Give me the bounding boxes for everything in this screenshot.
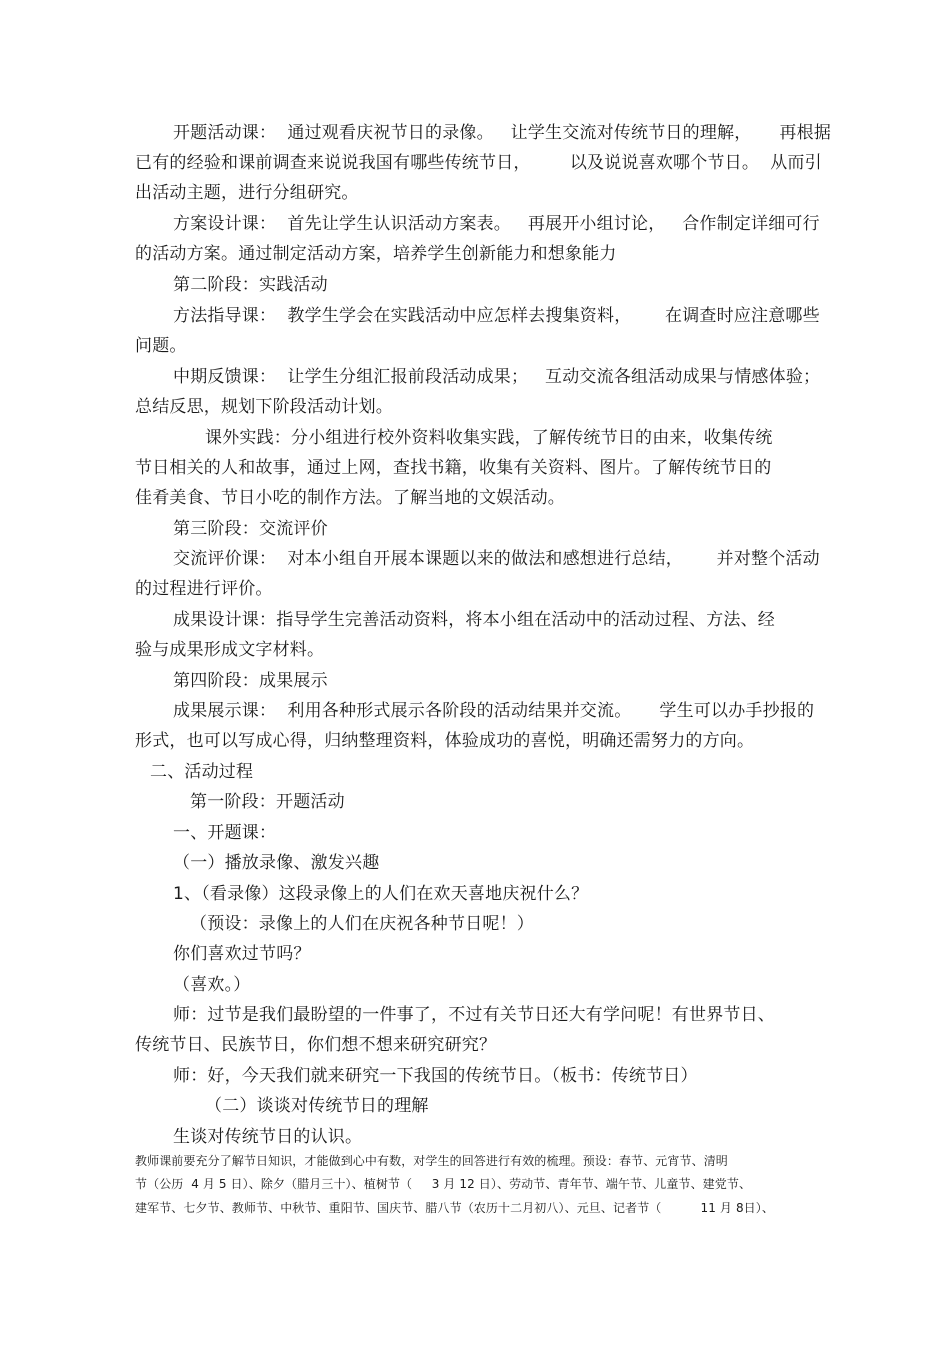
heading-stage-four: 第四阶段：成果展示 bbox=[173, 671, 328, 691]
subheading-discuss-understanding: （二）谈谈对传统节日的理解 bbox=[205, 1096, 429, 1116]
teacher-remark-line-3: 师：好，今天我们就来研究一下我国的传统节日。（板书：传统节日） bbox=[173, 1066, 698, 1086]
para-midterm-feedback-line-2: 总结反思，规划下阶段活动计划。 bbox=[135, 397, 393, 417]
para-exchange-eval-line-2: 的过程进行评价。 bbox=[135, 579, 273, 599]
para-outdoor-practice-line-3: 佳肴美食、节日小吃的制作方法。了解当地的文娱活动。 bbox=[135, 488, 565, 508]
heading-stage-one: 第一阶段：开题活动 bbox=[190, 792, 345, 812]
heading-stage-two: 第二阶段：实践活动 bbox=[173, 275, 328, 295]
para-outdoor-practice-line-2: 节日相关的人和故事，通过上网，查找书籍，收集有关资料、图片。了解传统节日的 bbox=[135, 458, 772, 478]
question-like-holidays: 你们喜欢过节吗？ bbox=[173, 944, 311, 964]
heading-stage-three: 第三阶段：交流评价 bbox=[173, 519, 328, 539]
para-method-guide-line-2: 问题。 bbox=[135, 336, 187, 356]
note-line-3: 建军节、七夕节、教师节、中秋节、重阳节、国庆节、腊八节（农历十二月初八）、元旦、记者节（ 11 月 8日）、 bbox=[135, 1201, 774, 1215]
subheading-play-video: （一）播放录像、激发兴趣 bbox=[173, 853, 380, 873]
note-line-2: 节（公历 4 月 5 日）、除夕（腊月三十）、植树节（ 3 月 12 日）、劳动节、青年节、端午节、儿童节、建党节、 bbox=[135, 1177, 752, 1191]
answer-like: （喜欢。） bbox=[173, 975, 251, 995]
para-result-design-line-1: 成果设计课：指导学生完善活动资料，将本小组在活动中的活动过程、方法、经 bbox=[173, 610, 775, 630]
heading-activity-process: 二、活动过程 bbox=[150, 762, 254, 782]
para-midterm-feedback-line-1: 中期反馈课： 让学生分组汇报前段活动成果； 互动交流各组活动成果与情感体验； bbox=[173, 367, 821, 387]
para-opening-course-line-3: 出活动主题，进行分组研究。 bbox=[135, 183, 359, 203]
para-result-design-line-2: 验与成果形成文字材料。 bbox=[135, 640, 325, 660]
para-opening-course-line-2: 已有的经验和课前调查来说说我国有哪些传统节日， 以及说说喜欢哪个节日。 从而引 bbox=[135, 153, 822, 173]
question-watch-video: 1、（看录像）这段录像上的人们在欢天喜地庆祝什么？ bbox=[173, 884, 589, 904]
note-line-1: 教师课前要充分了解节日知识，才能做到心中有数，对学生的回答进行有效的梳理。预设：春节、元宵节、清明 bbox=[135, 1154, 728, 1168]
para-plan-design-line-2: 的活动方案。通过制定活动方案，培养学生创新能力和想象能力 bbox=[135, 244, 617, 264]
para-method-guide-line-1: 方法指导课： 教学生学会在实践活动中应怎样去搜集资料， 在调查时应注意哪些 bbox=[173, 306, 820, 326]
student-discussion: 生谈对传统节日的认识。 bbox=[173, 1127, 363, 1147]
teacher-remark-line-1: 师：过节是我们最盼望的一件事了，不过有关节日还大有学问呢！有世界节日、 bbox=[173, 1005, 775, 1025]
preset-answer: （预设：录像上的人们在庆祝各种节日呢！） bbox=[190, 914, 534, 934]
para-exchange-eval-line-1: 交流评价课： 对本小组自开展本课题以来的做法和感想进行总结， 并对整个活动 bbox=[173, 549, 820, 569]
para-outdoor-practice-line-1: 课外实践：分小组进行校外资料收集实践，了解传统节日的由来，收集传统 bbox=[205, 428, 773, 448]
para-result-show-line-1: 成果展示课： 利用各种形式展示各阶段的活动结果并交流。 学生可以办手抄报的 bbox=[173, 701, 815, 721]
heading-opening-class: 一、开题课： bbox=[173, 823, 277, 843]
teacher-remark-line-2: 传统节日、民族节日，你们想不想来研究研究？ bbox=[135, 1035, 497, 1055]
para-plan-design-line-1: 方案设计课： 首先让学生认识活动方案表。 再展开小组讨论， 合作制定详细可行 bbox=[173, 214, 820, 234]
para-result-show-line-2: 形式，也可以写成心得，归纳整理资料，体验成功的喜悦，明确还需努力的方向。 bbox=[135, 731, 755, 751]
para-opening-course-line-1: 开题活动课： 通过观看庆祝节日的录像。 让学生交流对传统节日的理解， 再根据 bbox=[173, 123, 832, 143]
